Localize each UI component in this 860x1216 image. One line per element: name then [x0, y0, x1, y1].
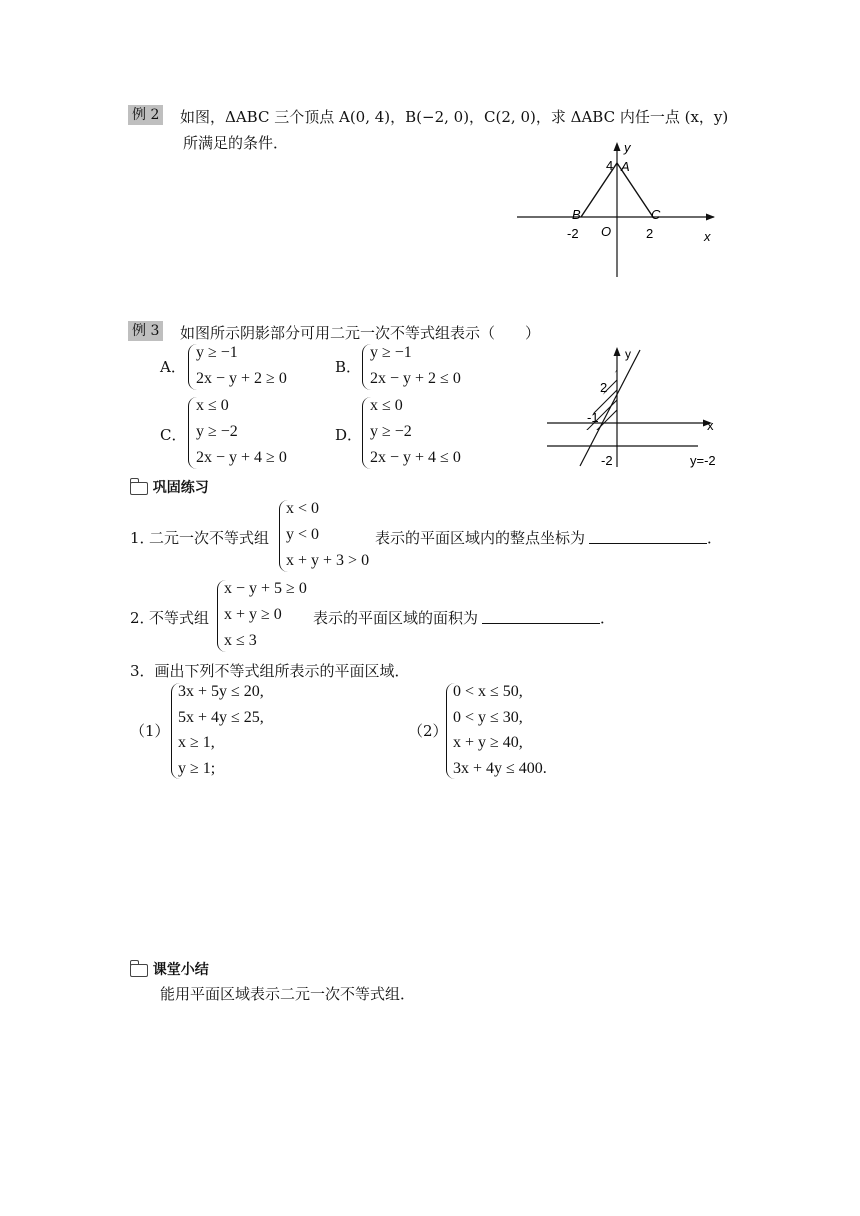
q3-part1-line3: x ≥ 1, [178, 734, 215, 751]
q3-part2-line1: 0 < x ≤ 50, [453, 683, 523, 700]
tick-4-label: 4 [606, 158, 614, 173]
folder-icon [130, 482, 148, 495]
graph-x-label: x [707, 418, 714, 433]
point-a-label: A [621, 159, 630, 174]
line-y-neg2-label: y=-2 [690, 453, 716, 468]
y-axis-arrow [614, 142, 621, 151]
option-c-line1: x ≤ 0 [196, 397, 229, 414]
q3-part1-line1: 3x + 5y ≤ 20, [178, 683, 264, 700]
practice-heading-text: 巩固练习 [152, 480, 209, 496]
practice-heading [130, 477, 209, 497]
example-2-question-line1: 如图，ΔABC 三个顶点 A(0, 4)，B(−2, 0)，C(2, 0)，求 ΔABC 内任一点 (x，y) [180, 108, 729, 126]
tick-2-label: 2 [600, 380, 608, 395]
q2-number: 2． [130, 609, 155, 627]
q3-text: 3．画出下列不等式组所表示的平面区域． [130, 662, 410, 680]
q3-part2-line2: 0 < y ≤ 30, [453, 709, 523, 726]
option-d-line1: x ≤ 0 [370, 397, 403, 414]
q1-line3: x + y + 3 > 0 [286, 552, 370, 569]
q3-part2-line3: x + y ≥ 40, [453, 734, 523, 751]
q2-end: ． [600, 609, 616, 627]
q2-suffix: 表示的平面区域的面积为 [313, 609, 479, 627]
graph-y-label: y [625, 347, 631, 361]
q3-part1-line4: y ≥ 1; [178, 760, 216, 777]
graph-x-label: x [704, 229, 711, 244]
example-3-question: 如图所示阴影部分可用二元一次不等式组表示（ ） [180, 324, 541, 342]
tick-neg1-label: -1 [587, 410, 599, 425]
option-d-line2: y ≥ −2 [370, 423, 412, 440]
q1-prefix: 二元一次不等式组 [149, 529, 270, 547]
summary-heading [130, 959, 209, 979]
y-axis-arrow [614, 347, 621, 356]
example-3-tag: 例 3 [128, 321, 163, 341]
q2-answer-blank[interactable] [482, 609, 600, 624]
summary-heading-text: 课堂小结 [152, 962, 209, 978]
option-c-label[interactable]: C． [160, 426, 187, 444]
q3-part1-label: （1） [130, 722, 170, 740]
q2-line2: x + y ≥ 0 [224, 606, 282, 623]
option-b-line2: 2x − y + 2 ≤ 0 [370, 370, 461, 387]
q3-part2-label: （2） [408, 722, 448, 740]
tick-neg2-label: -2 [601, 453, 613, 468]
point-b-label: B [572, 207, 581, 222]
option-b-line1: y ≥ −1 [370, 344, 412, 361]
line-2x-y-4 [580, 350, 640, 466]
option-c-line2: y ≥ −2 [196, 423, 238, 440]
x-axis-arrow [706, 214, 715, 221]
q2-line3: x ≤ 3 [224, 632, 257, 649]
tick-neg2-label: -2 [567, 226, 579, 241]
example-2-tag: 例 2 [128, 105, 163, 125]
q1-line2: y < 0 [286, 526, 320, 543]
q2-line1: x − y + 5 ≥ 0 [224, 580, 307, 597]
graph-y-label: y [624, 140, 631, 155]
q1-line1: x < 0 [286, 500, 320, 517]
q1-number: 1． [130, 529, 155, 547]
summary-text: 能用平面区域表示二元一次不等式组． [160, 985, 416, 1003]
option-a-line1: y ≥ −1 [196, 344, 238, 361]
option-b-label[interactable]: B． [335, 358, 362, 376]
q2-prefix: 不等式组 [149, 609, 210, 627]
option-a-label[interactable]: A． [160, 358, 186, 376]
origin-label: O [601, 224, 612, 239]
q1-suffix: 表示的平面区域内的整点坐标为 [375, 529, 586, 547]
option-d-label[interactable]: D． [335, 426, 363, 444]
shaded-region-graph [540, 342, 730, 472]
point-c-label: C [651, 207, 661, 222]
tick-2-label: 2 [646, 226, 654, 241]
option-a-line2: 2x − y + 2 ≥ 0 [196, 370, 287, 387]
triangle-graph [510, 138, 730, 280]
q3-part1-line2: 5x + 4y ≤ 25, [178, 709, 264, 726]
q1-answer-blank[interactable] [589, 529, 707, 544]
q3-part2-line4: 3x + 4y ≤ 400. [453, 760, 547, 777]
folder-icon [130, 964, 148, 977]
shaded-region [580, 357, 620, 447]
option-d-line3: 2x − y + 4 ≤ 0 [370, 449, 461, 466]
example-2-question-line2: 所满足的条件． [183, 134, 289, 152]
q1-end: ． [707, 529, 723, 547]
option-c-line3: 2x − y + 4 ≥ 0 [196, 449, 287, 466]
